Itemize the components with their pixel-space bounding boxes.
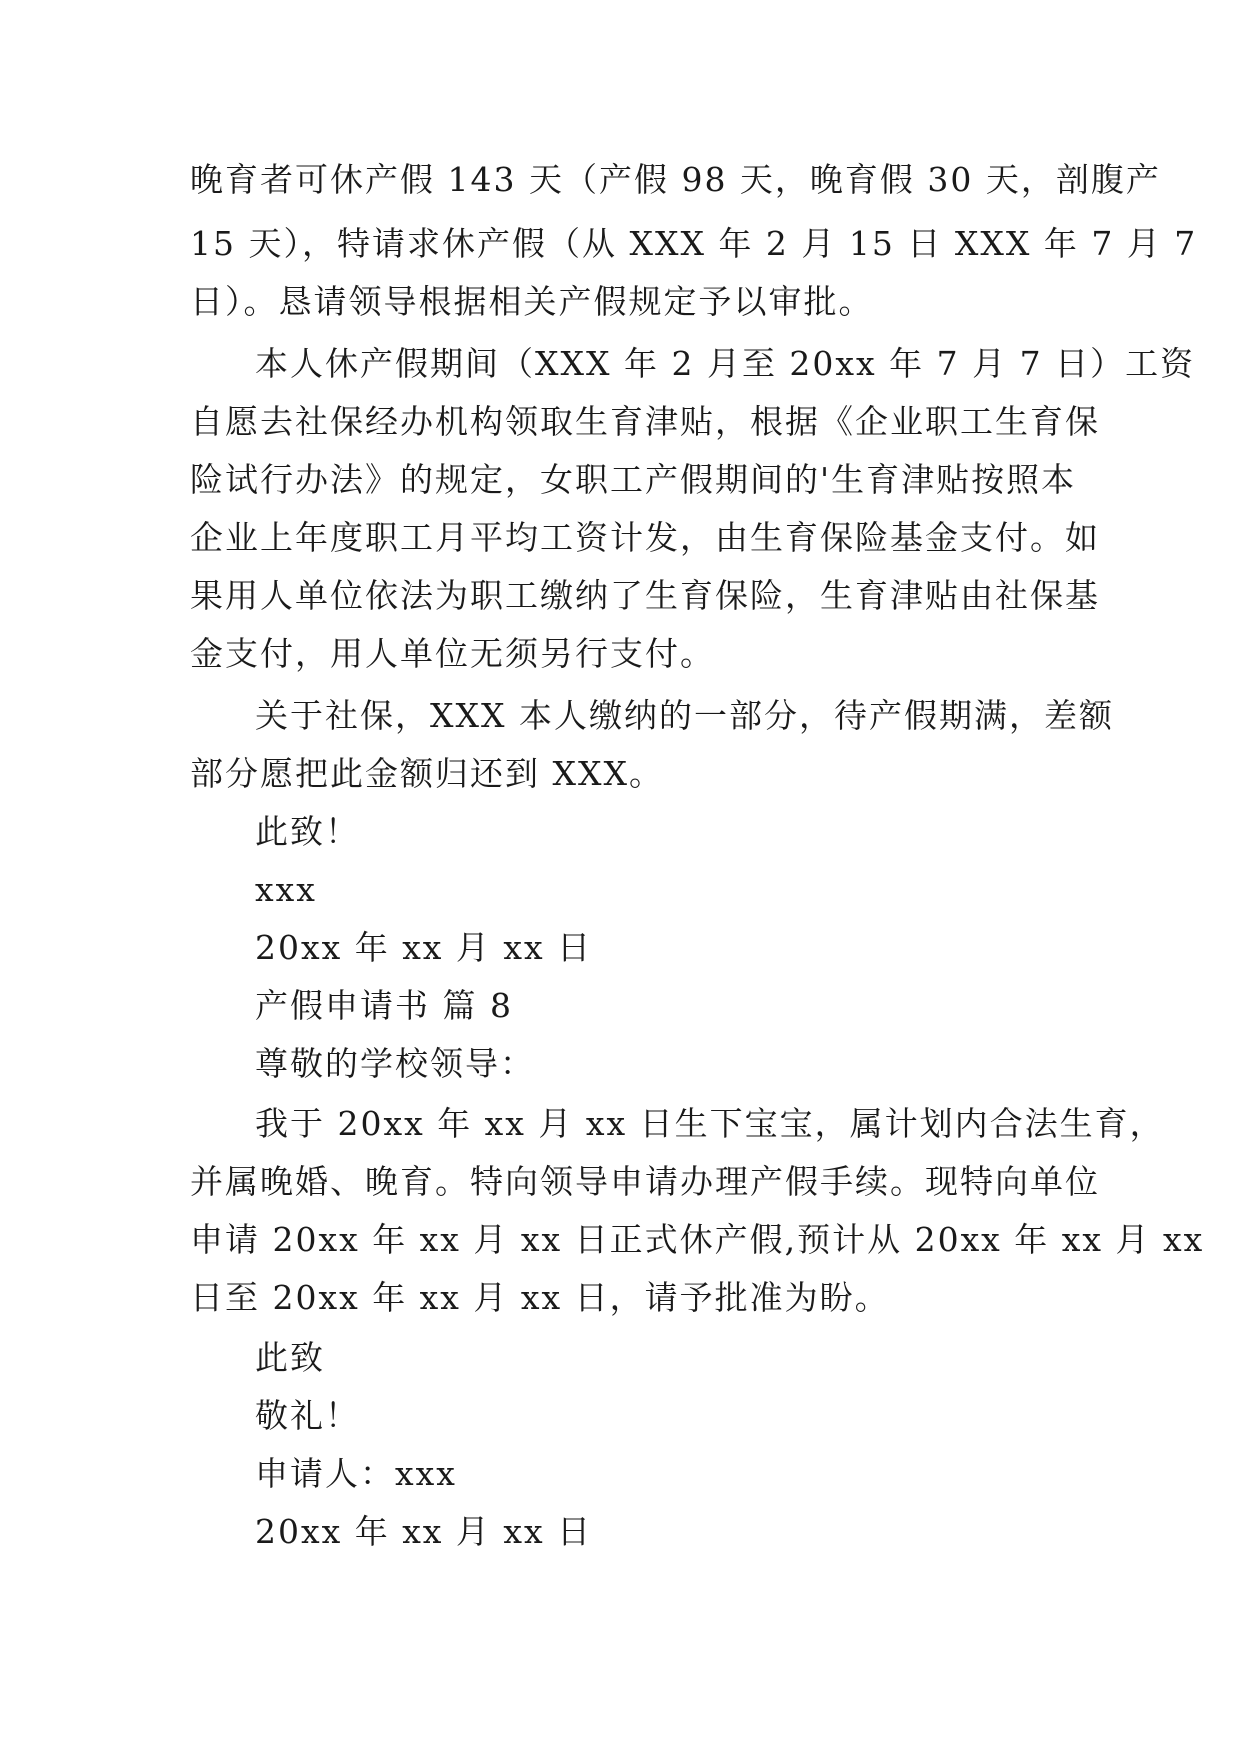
paragraph-line: 企业上年度职工月平均工资计发，由生育保险基金支付。如 (190, 518, 1100, 557)
date-line: 20xx 年 xx 月 xx 日 (255, 928, 593, 967)
signature-line: xxx (255, 870, 317, 909)
paragraph-line: 本人休产假期间（XXX 年 2 月至 20xx 年 7 月 7 日）工资 (255, 344, 1196, 383)
salutation-line: 尊敬的学校领导： (255, 1044, 535, 1083)
closing-line: 敬礼！ (255, 1396, 360, 1435)
paragraph-line: 果用人单位依法为职工缴纳了生育保险，生育津贴由社保基 (190, 576, 1100, 615)
paragraph-line: 我于 20xx 年 xx 月 xx 日生下宝宝，属计划内合法生育， (255, 1104, 1165, 1143)
date-line: 20xx 年 xx 月 xx 日 (255, 1512, 593, 1551)
paragraph-line: 险试行办法》的规定，女职工产假期间的'生育津贴按照本 (190, 460, 1077, 499)
paragraph-line: 关于社保，XXX 本人缴纳的一部分，待产假期满，差额 (255, 696, 1114, 735)
closing-line: 此致 (255, 1338, 325, 1377)
applicant-line: 申请人：xxx (255, 1454, 457, 1493)
closing-line: 此致！ (255, 812, 360, 851)
paragraph-line: 日）。恳请领导根据相关产假规定予以审批。 (190, 282, 874, 321)
section-heading: 产假申请书 篇 8 (255, 986, 513, 1025)
paragraph-line: 部分愿把此金额归还到 XXX。 (190, 754, 664, 793)
paragraph-line: 晚育者可休产假 143 天（产假 98 天，晚育假 30 天，剖腹产 (190, 160, 1161, 199)
paragraph-line: 申请 20xx 年 xx 月 xx 日正式休产假,预计从 20xx 年 xx 月 xx (190, 1220, 1205, 1259)
paragraph-line: 并属晚婚、晚育。特向领导申请办理产假手续。现特向单位 (190, 1162, 1100, 1201)
paragraph-line: 15 天），特请求休产假（从 XXX 年 2 月 15 日 XXX 年 7 月 7 (190, 224, 1198, 263)
paragraph-line: 自愿去社保经办机构领取生育津贴，根据《企业职工生育保 (190, 402, 1100, 441)
paragraph-line: 日至 20xx 年 xx 月 xx 日，请予批准为盼。 (190, 1278, 890, 1317)
paragraph-line: 金支付，用人单位无须另行支付。 (190, 634, 715, 673)
